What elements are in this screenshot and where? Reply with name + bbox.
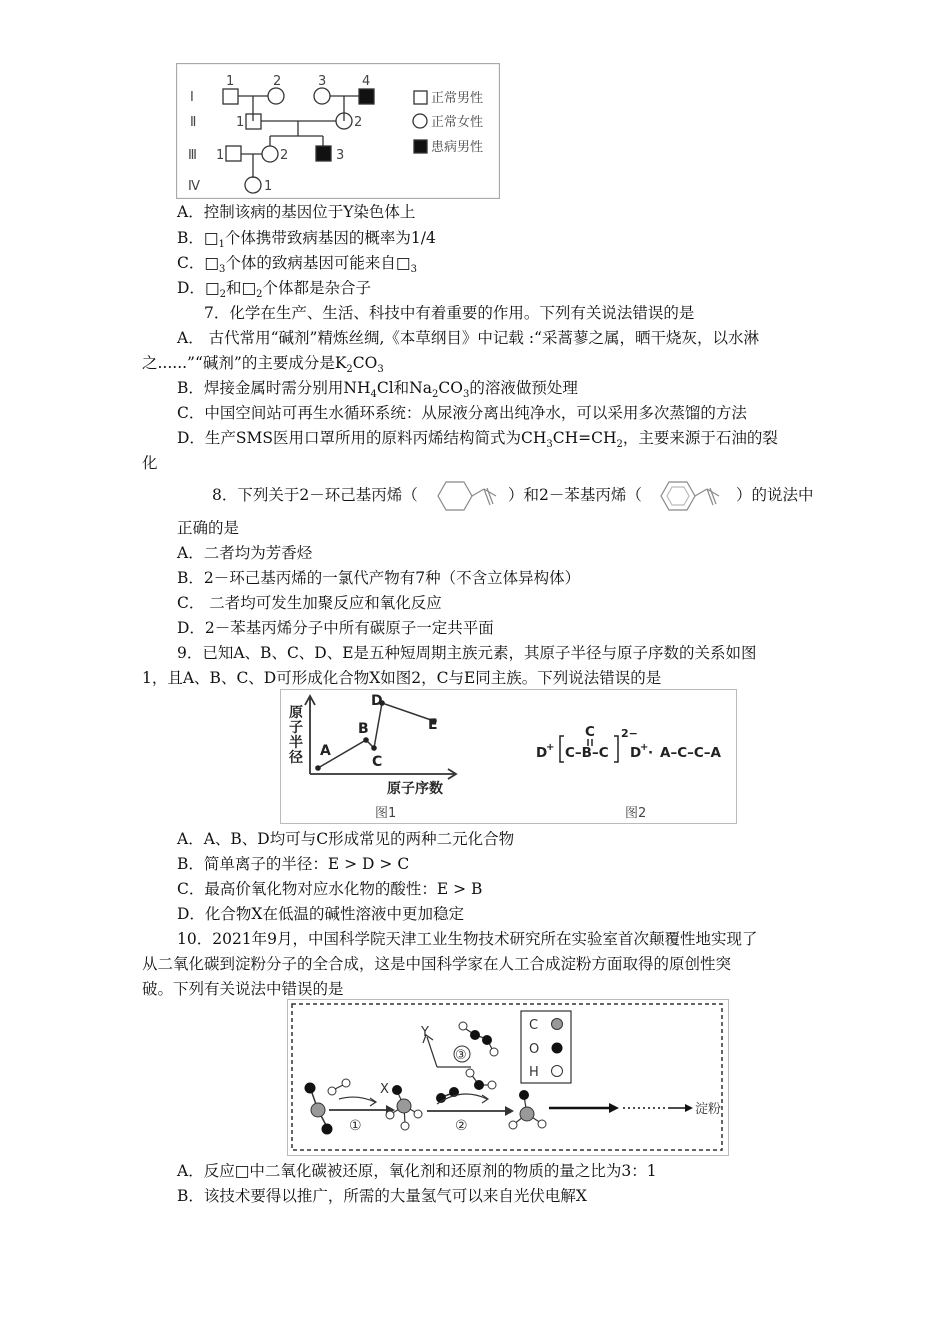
pedigree-I4-affected-male — [359, 89, 374, 104]
subscript: 3 — [546, 439, 553, 450]
text: CO — [438, 379, 463, 397]
legend-normal-female-label: 正常女性 — [431, 115, 484, 130]
fig1-caption: 图1 — [375, 806, 397, 821]
subscript: 3 — [462, 389, 470, 400]
q7-stem: 7．化学在生产、生活、科技中有着重要的作用。下列有关说法错误的是 — [204, 304, 695, 322]
generation-III: Ⅲ — [188, 148, 197, 163]
reaction-3-label: ③ — [455, 1048, 467, 1063]
h2o2-oxygen-atom — [482, 1035, 492, 1045]
missing-glyph: □ — [204, 254, 220, 272]
q10-stem-line3: 破。下列有关说法中错误的是 — [142, 980, 344, 998]
methanol-carbon-atom — [397, 1099, 411, 1113]
legend-normal-male-icon — [414, 91, 427, 104]
reaction-1-label: ① — [349, 1118, 362, 1134]
fig1-label-e: E — [428, 717, 438, 733]
subscript: 2 — [431, 389, 439, 400]
fig1-point — [371, 745, 377, 751]
generation-IV: Ⅳ — [188, 179, 200, 194]
legend-normal-male-label: 正常男性 — [431, 91, 484, 106]
subscript: 3 — [219, 264, 226, 275]
subscript: 1 — [218, 239, 225, 250]
q7-option-a-line2 — [142, 353, 384, 380]
legend-normal-female-icon — [413, 114, 427, 128]
h2-atom — [328, 1087, 336, 1095]
missing-glyph: □ — [203, 229, 219, 247]
q6-option-d — [177, 278, 371, 305]
legend-affected-male-icon — [414, 140, 427, 153]
h2o-hydrogen-atom — [466, 1069, 474, 1077]
methanol-hydrogen-atom — [414, 1110, 422, 1118]
fig2-tail: A–C–C–A — [660, 745, 721, 761]
q7-option-a-line1: A． 古代常用“碱剂”精炼丝绸,《本草纲目》中记载 :“采蒿蓼之属，晒干烧灰，以水淋 — [177, 329, 759, 347]
subscript: 2 — [219, 289, 226, 300]
subscript: 2 — [616, 439, 623, 450]
fig1-xlabel: 原子序数 — [387, 781, 443, 797]
text: CH=CH — [552, 429, 617, 447]
oxygen-atom-icon — [552, 1043, 563, 1054]
q9-option-a: A．A、B、D均可与C形成常见的两种二元化合物 — [177, 830, 515, 848]
legend-c-label: C — [529, 1018, 539, 1033]
text: C． — [177, 254, 205, 272]
h2-atom — [342, 1079, 350, 1087]
subscript: 2 — [256, 289, 263, 300]
methanol-hydrogen-atom — [401, 1122, 409, 1130]
text: B．焊接金属时需分别用NH — [177, 379, 371, 397]
text: D．生产SMS医用口罩所用的原料丙烯结构简式为CH — [177, 429, 547, 447]
number: 2 — [273, 74, 282, 89]
fig1-label-a: A — [320, 743, 331, 759]
fig1-ylabel-char: 径 — [289, 750, 303, 766]
formaldehyde-carbon-atom — [520, 1107, 534, 1121]
fig2-plus: + — [640, 742, 649, 753]
pedigree-III1-male — [226, 146, 241, 161]
h2o2-hydrogen-atom — [490, 1048, 498, 1056]
co2-carbon-atom — [311, 1103, 325, 1117]
number: 2 — [354, 115, 363, 130]
text: 的溶液做预处理 — [469, 379, 578, 397]
text: 个体携带致病基因的概率为1/4 — [224, 229, 436, 247]
fig2-bracket-body: C–B–C — [565, 745, 609, 761]
q8-stem-c: ）的说法中 — [736, 486, 814, 504]
q9-option-b: B．简单离子的半径：E > D > C — [177, 855, 410, 873]
formaldehyde-hydrogen-atom — [509, 1121, 517, 1129]
fig2-caption: 图2 — [625, 806, 647, 821]
q10-option-b: B．该技术要得以推广，所需的大量氢气可以来自光伏电解X — [177, 1187, 587, 1205]
h2o-oxygen-atom — [474, 1080, 484, 1090]
q10-option-a — [177, 1161, 657, 1181]
fig1-point — [315, 765, 321, 771]
number: 2 — [280, 148, 289, 163]
number: 1 — [236, 115, 245, 130]
missing-glyph: □ — [234, 1162, 250, 1180]
product-starch-label: 淀粉 — [695, 1102, 722, 1117]
q8-option-d: D．2－苯基丙烯分子中所有碳原子一定共平面 — [177, 619, 494, 637]
pedigree-IV1-female — [245, 177, 261, 193]
q9-option-d: D．化合物X在低温的碱性溶液中更加稳定 — [177, 905, 464, 923]
fig2-charge: 2− — [621, 727, 638, 740]
subscript: 2 — [346, 364, 353, 375]
phenylpropene-structure-icon — [651, 476, 735, 516]
q10-stem-line1: 10．2021年9月，中国科学院天津工业生物技术研究所在实验室首次颠覆性地实现了 — [177, 930, 758, 948]
q8-stem-a: 8．下列关于2－环己基丙烯（ — [212, 486, 418, 504]
co2-oxygen-atom — [322, 1124, 333, 1135]
reaction-2-label: ② — [455, 1118, 468, 1134]
q7-option-d-line2: 化 — [142, 454, 158, 472]
text: A．反应 — [177, 1162, 235, 1180]
h2o2-hydrogen-atom — [459, 1022, 467, 1030]
pedigree-I1-male — [223, 89, 238, 104]
text: ，主要来源于石油的裂 — [622, 429, 778, 447]
missing-glyph: □ — [204, 279, 220, 297]
methanol-oxygen-atom — [392, 1085, 402, 1095]
text: B． — [177, 229, 204, 247]
formaldehyde-oxygen-atom — [519, 1090, 529, 1100]
q8-stem-b: ）和2－苯基丙烯（ — [508, 486, 642, 504]
fig2-d-left: D — [536, 745, 548, 761]
label-y: Y — [421, 1025, 429, 1040]
q7-option-c: C．中国空间站可再生水循环系统：从尿液分离出纯净水，可以采用多次蒸馏的方法 — [177, 404, 747, 422]
q9-stem-line1: 9．已知A、B、C、D、E是五种短周期主族元素，其原子半径与原子序数的关系如图 — [177, 644, 757, 662]
fig2-dot: · — [648, 745, 654, 761]
q8-option-a: A．二者均为芳香烃 — [177, 544, 313, 562]
q9-stem-line2: 1，且A、B、C、D可形成化合物X如图2，C与E同主族。下列说法错误的是 — [142, 669, 662, 687]
subscript: 4 — [370, 389, 377, 400]
generation-II: Ⅱ — [190, 115, 197, 130]
subscript: 3 — [410, 264, 417, 275]
cyclohexylpropene-structure-icon — [426, 476, 510, 516]
text: 个体都是杂合子 — [262, 279, 372, 297]
text: D． — [177, 279, 205, 297]
label-x: X — [380, 1082, 389, 1097]
number: 1 — [264, 179, 273, 194]
co2-oxygen-atom — [305, 1083, 316, 1094]
legend-h-label: H — [529, 1065, 539, 1080]
subscript: 3 — [377, 364, 384, 375]
missing-glyph: □ — [241, 279, 257, 297]
text: Cl和Na — [376, 379, 432, 397]
q9-option-c: C．最高价氧化物对应水化物的酸性：E > B — [177, 880, 483, 898]
hydrogen-atom-icon — [552, 1066, 563, 1077]
h2o2-oxygen-atom — [470, 1030, 480, 1040]
fig1-point — [363, 737, 369, 743]
missing-glyph: □ — [395, 254, 411, 272]
pedigree-I2-female — [268, 88, 284, 104]
q7-option-b — [177, 378, 578, 405]
fig2-d-right: D — [630, 745, 642, 761]
pedigree-I3-female — [314, 88, 330, 104]
text: 之......”“碱剂”的主要成分是K — [142, 354, 347, 372]
legend-affected-male-label: 患病男性 — [431, 140, 484, 155]
q7-option-d-line1 — [177, 428, 778, 455]
legend-o-label: O — [529, 1042, 540, 1057]
fig1-ylabel-char: 原 — [289, 705, 303, 721]
pedigree-figure — [176, 63, 500, 199]
pedigree-III3-affected-male — [316, 146, 331, 161]
fig1-ylabel-char: 子 — [289, 720, 303, 736]
q8-stem-line2: 正确的是 — [177, 519, 240, 537]
fig2-c-top: C — [585, 724, 595, 740]
text: 和 — [225, 279, 242, 297]
fig1-ylabel-char: 半 — [289, 735, 303, 751]
number: 1 — [226, 74, 235, 89]
carbon-atom-icon — [552, 1019, 563, 1030]
fig1-label-c: C — [372, 754, 383, 770]
methanol-hydrogen-atom — [386, 1111, 394, 1119]
pedigree-III2-female — [262, 146, 278, 162]
q6-option-b — [177, 228, 436, 255]
number: 3 — [336, 148, 345, 163]
number: 3 — [318, 74, 327, 89]
h2o-hydrogen-atom — [488, 1081, 496, 1089]
fig1-label-d: D — [371, 693, 383, 709]
text: 中二氧化碳被还原，氧化剂和还原剂的物质的量之比为3：1 — [249, 1162, 657, 1180]
q10-stem-line2: 从二氧化碳到淀粉分子的全合成，这是中国科学家在人工合成淀粉方面取得的原创性突 — [142, 955, 732, 973]
number: 1 — [216, 148, 225, 163]
text: CO — [352, 354, 378, 372]
generation-I: Ⅰ — [190, 90, 194, 105]
q9-figure — [280, 689, 737, 824]
q8-option-c: C． 二者均可发生加聚反应和氧化反应 — [177, 594, 442, 612]
q6-option-c — [177, 253, 417, 280]
fig1-label-b: B — [358, 721, 369, 737]
formaldehyde-hydrogen-atom — [538, 1120, 546, 1128]
text: 个体的致病基因可能来自 — [225, 254, 396, 272]
fig2-plus: + — [546, 742, 555, 753]
starch-synthesis-diagram — [287, 999, 729, 1156]
number: 4 — [362, 74, 371, 89]
q8-option-b: B．2－环己基丙烯的一氯代产物有7种（不含立体异构体） — [177, 569, 581, 587]
q6-option-a: A．控制该病的基因位于Y染色体上 — [177, 203, 416, 221]
